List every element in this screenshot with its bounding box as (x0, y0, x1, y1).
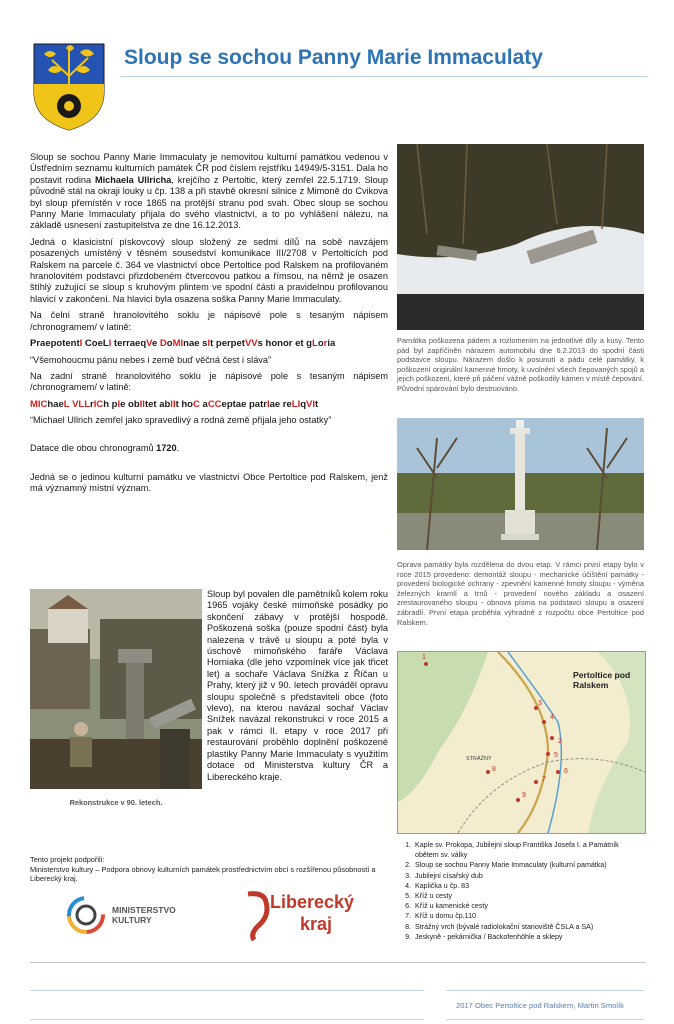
dating: Datace dle obou chronogramů 1720. (30, 442, 180, 453)
reconstruction-photo (30, 589, 202, 789)
support-heading: Tento projekt podpořili: (30, 855, 105, 864)
support-body: Ministerstvo kultury – Podpora obnovy kulturních památek prostřednictvím obcí s rozšířenou působností a Liberecký kraj. (30, 864, 376, 884)
intro-paragraph-4: Na zadní straně hranolovitého soklu je nápisové pole s tesaným nápisem /chronogramem/ v latině: (30, 370, 388, 393)
repair-caption: Oprava památky byla rozdělena do dvou etap. V rámci první etapy bylo v roce 2015 provedeno: demontáž sloupu - mechanické účištění památky - provedení biologické ochrany - zpevnění kamenné hmoty sloupu - výměna železných kramlí a trnů - provedení nového základu a osazení zrestaurovaného sloupu - obnova písma na podstavci sloupu a osazení zábradlí. První etapa proběhla výhradně z rozpočtu obce Pertoltice pod Ralskem. (397, 560, 644, 627)
liberec-region-logo (244, 888, 354, 944)
map-marker-7: 7 (542, 776, 546, 783)
reconstruction-caption: Rekonstrukce v 90. letech. (69, 798, 163, 807)
title-divider (120, 76, 648, 77)
chronogram-front-translation: “Všemohoucmu pánu nebes i země buď věčná čest i sláva” (30, 354, 272, 365)
footer-line-top (30, 962, 646, 963)
map-marker-8: 8 (492, 766, 496, 773)
dating-year: 1720 (156, 442, 177, 453)
legend-item: 7. Kříž u domu čp.110 (413, 911, 642, 921)
map-marker-5: 5 (554, 752, 558, 759)
ministry-of-culture-logo (66, 895, 186, 937)
legend-item: 1. Kaple sv. Prokopa, Jubilejní sloup Františka Josefa I. a Památník obětem sv. války (413, 840, 642, 860)
damage-caption: Památka poškozena pádem a rozlomením na jednotlivé díly a kusy. Tento pád byl zapříčiněn nárazem automobilu dne 6.2.2013 do spodní části podstavce sloupu. Nárazem došlo k posunutí a pádu celé památky, k poškození originální kamenné hmoty, k uvolnění všech čepovaných spojů a jejich poškození, které při páčení vážně poškodily kámen v místě čepování. Původní spárování bylo destruováno. (397, 336, 644, 393)
repaired-column-photo (397, 418, 644, 550)
coat-of-arms (30, 40, 108, 132)
map-marker-3: 3 (538, 700, 542, 707)
chronogram-back: MIChaeL VLLrICh pIe obIItet abIIt hoC aCCeptae patrIae reLIqVIt (30, 398, 319, 410)
legend-item: 4. Kaplička u čp. 83 (413, 881, 642, 891)
map-marker-1: 1 (422, 654, 426, 661)
page-title: Sloup se sochou Panny Marie Immaculaty (124, 46, 543, 69)
legend-item: 6. Kříž u kamenické cesty (413, 901, 642, 911)
liberec-logo-line-1: Liberecký (270, 892, 355, 912)
map-legend (399, 840, 642, 942)
ministry-logo-text: MINISTERSTVO KULTURY (112, 905, 176, 925)
legend-item: 3. Jubilejní císařský dub (413, 871, 642, 881)
intro-paragraph-3: Na čelní straně hranolovitého soklu je nápisové pole s tesaným nápisem /chronogramem/ v latině: (30, 310, 388, 332)
map (397, 651, 646, 834)
map-marker-4: 4 (550, 714, 554, 721)
legend-item: 5. Kříž u cesty (413, 891, 642, 901)
map-town-label: Pertoltice pod Ralskem (573, 670, 631, 690)
liberec-logo-line-2: kraj (300, 914, 333, 934)
support-text (30, 855, 388, 884)
map-marker-2: 2 (558, 738, 562, 745)
damage-photo (397, 144, 644, 330)
intro-paragraph-2: Jedná o klasicistní pískovcový sloup složený ze sedmi dílů na sobě navzájem posazených umístěný v těsném sousedství komunikace III/2708 v Pertolticích pod Ralskem na parcele č. 364 ve vlastnictví obce Pertoltice pod Ralskem na profilovaném hranolovitém podstavci přizdobeném čtvercovou patkou a římsou, na němž je osazen štíhlý zužující se sloup s kruhovým plintem ve spodní části a pravidelnou profilovanou hlavicí v zakončení. Na hlavici byla osazena soška Panny Marie Immaculaty. (30, 236, 388, 304)
map-area-label: STRÁŽNÝ (466, 756, 492, 762)
footer-box-left (30, 990, 424, 1020)
intro-text (30, 152, 388, 500)
chronogram-back-translation: “Michael Ullrich zemřel jako spravedlivý a rodná země přijala jeho ostatky” (30, 415, 332, 426)
map-marker-6: 6 (564, 768, 568, 775)
map-marker-9: 9 (522, 792, 526, 799)
intro-paragraph-5: Jedná se o jedinou kulturní památku ve vlastnictví Obce Pertoltice pod Ralskem, jenž má významný místní význam. (30, 471, 388, 494)
donor-name: Michaela Ullricha (94, 174, 172, 185)
legend-item: 9. Jeskyně - pekárnička / Backofenhöhle a sklepy (413, 932, 642, 942)
legend-item: 8. Strážný vrch (bývalé radiolokační stanoviště ČSLA a SA) (413, 922, 642, 932)
footer-credit: 2017 Obec Pertoltice pod Ralskem, Martin Smolík (456, 1001, 624, 1010)
intro-paragraph-1: Sloup se sochou Panny Marie Immaculaty je nemovitou kulturní památkou vedenou v Ústředním seznamu kulturních památek ČR pod číslem rejstříku 14949/5-3151. Dala ho postavit rodina Michaela Ullricha, krejčího z Pertoltic, který zemřel 22.5.1719. Sloup původně stál na okraji louky u čp. 138 a při stavbě okresní silnice z Mimoně do Cvikova byl sloup přemístěn v roce 1865 na protější stranu pod svah. Obec sloup se sochou Panny Marie Immaculaty přijala do svého vlastnictví, a to po vyhlášení nálezu, na základě usnesení zastupitelstva ze dne 16.12.2013. (30, 152, 389, 231)
chronogram-front: PraepotentI CoeLI terraeqVe DoMInae sIt perpetVVs honor et gLoria (30, 338, 336, 350)
history-text: Sloup byl povalen dle pamětníků kolem roku 1965 vojáky české mimoňské posádky po skončení zábavy v protější hospodě. Poškozená soška (pouze spodní část) byla nalezena v trávě u sloupu a poté byla v úschově mimoňského faráře Václava Horniaka (dle jeho vzpomínek více jak třicet let) a sochaře Václava Snížka z Říčan u Prahy, který již v 90. letech prováděl opravu sloupu společně s představiteli obce (foto vlevo), na kterou navázal sochař Václav Snížek navázal rekonstrukci v roce 2015 a pak v rámci II. etapy v roce 2017 při restaurování proběhlo doplnění poškozené plastiky Panny Marie Immaculaty s využitím dotace od Ministerstva kultury ČR a Libereckého kraje. (207, 589, 388, 782)
legend-item: 2. Sloup se sochou Panny Marie Immaculaty (kulturní památka) (413, 860, 642, 870)
